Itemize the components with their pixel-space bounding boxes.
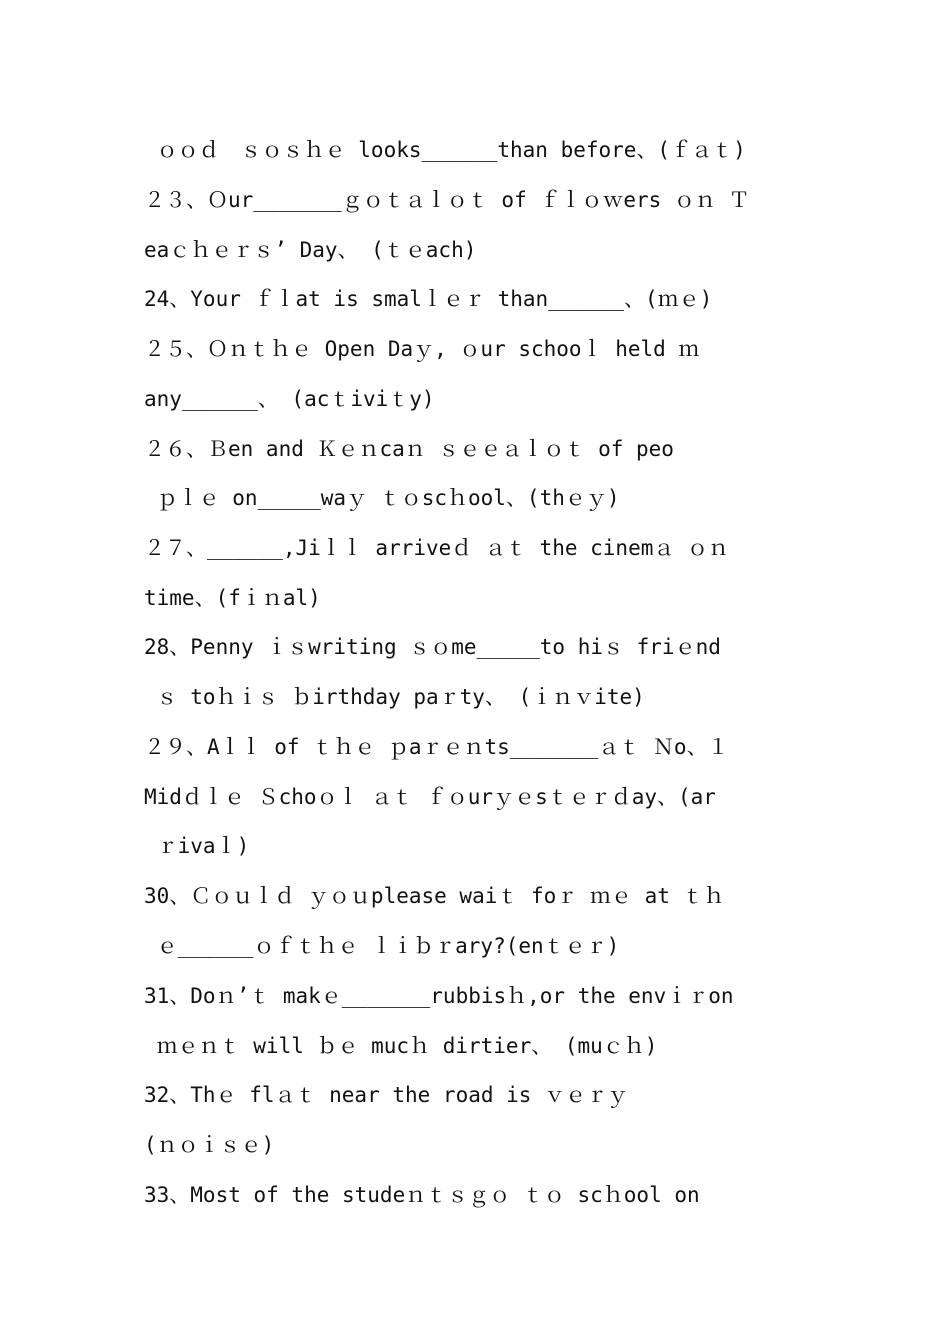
text-line: 24、Your ｆｌat is smalｌｅｒ than______、(ｍｅ)	[144, 287, 713, 311]
text-line: 32、Thｅ flａｔ near the road is ｖｅｒｙ	[144, 1083, 629, 1107]
text-line: ２６、Ｂen and Ｋｅｎcaｎ ｓｅｅａｌｏｔ of peo	[144, 437, 674, 461]
text-line: Midｄｌｅ Ｓchoｏｌ ａｔ ｆｏurｙｅsｔｅｒｄay、(ar	[144, 785, 716, 809]
text-line: ２３、Ｏur_______ｇｏｔａｌｏｔ of ｆｌｏｗers ｏｎ Ｔ	[144, 188, 750, 212]
text-line: time、(fｉｎal)	[144, 586, 321, 610]
text-line: ｅ______ｏｆｔｈｅ ｌｉｂｒary?(enｔｅｒ)	[144, 934, 620, 958]
text-line: 31、Doｎ’ｔ makｅ_______rubbisｈ,or the envｉｒon	[144, 984, 734, 1008]
text-line: ｏｏｄ ｓｏｓｈｅ looks______than before、(ｆａｔ)	[144, 138, 746, 162]
text-line: ｍｅｎｔ will ｂｅ mucｈ dirtier、 (muｃｈ)	[144, 1034, 658, 1058]
text-line: ２５、Ｏｎｔｈｅ Open Daｙ, ｏur schooｌ held ｍ	[144, 337, 700, 361]
text-line: ２９、Aｌｌ of ｔｈｅ ｐaｒｅｎts_______ａｔ Ｎo、１	[144, 735, 729, 759]
text-line: any______、 (acｔiviｔy)	[144, 387, 435, 411]
text-line: 33、Most of the studeｎｔｓｇｏ ｔｏ scｈool on	[144, 1183, 700, 1207]
text-line: eaｃｈｅｒｓ’ Day、 (ｔｅach)	[144, 238, 477, 262]
text-line: ｒivaｌ)	[144, 834, 250, 858]
text-line: ２７、______,Jiｌｌ arriveｄ ａｔ the cinemａ ｏｎ	[144, 536, 730, 560]
text-line: ｐｌｅ on_____waｙ ｔｏscｈool、(thｅｙ)	[144, 486, 620, 510]
text-line: 30、Ｃｏｕｌｄ ｙｏｕplease waiｔ foｒ ｍｅ at ｔｈ	[144, 884, 725, 908]
text-line: (ｎｏｉｓｅ)	[144, 1133, 275, 1157]
text-line: ｓ toｈｉｓ ｂirthday paｒty、 (ｉｎｖite)	[144, 685, 645, 709]
text-line: 28、Penny ｉｓwriting ｓｏme_____to hiｓ friｅnd	[144, 635, 721, 659]
